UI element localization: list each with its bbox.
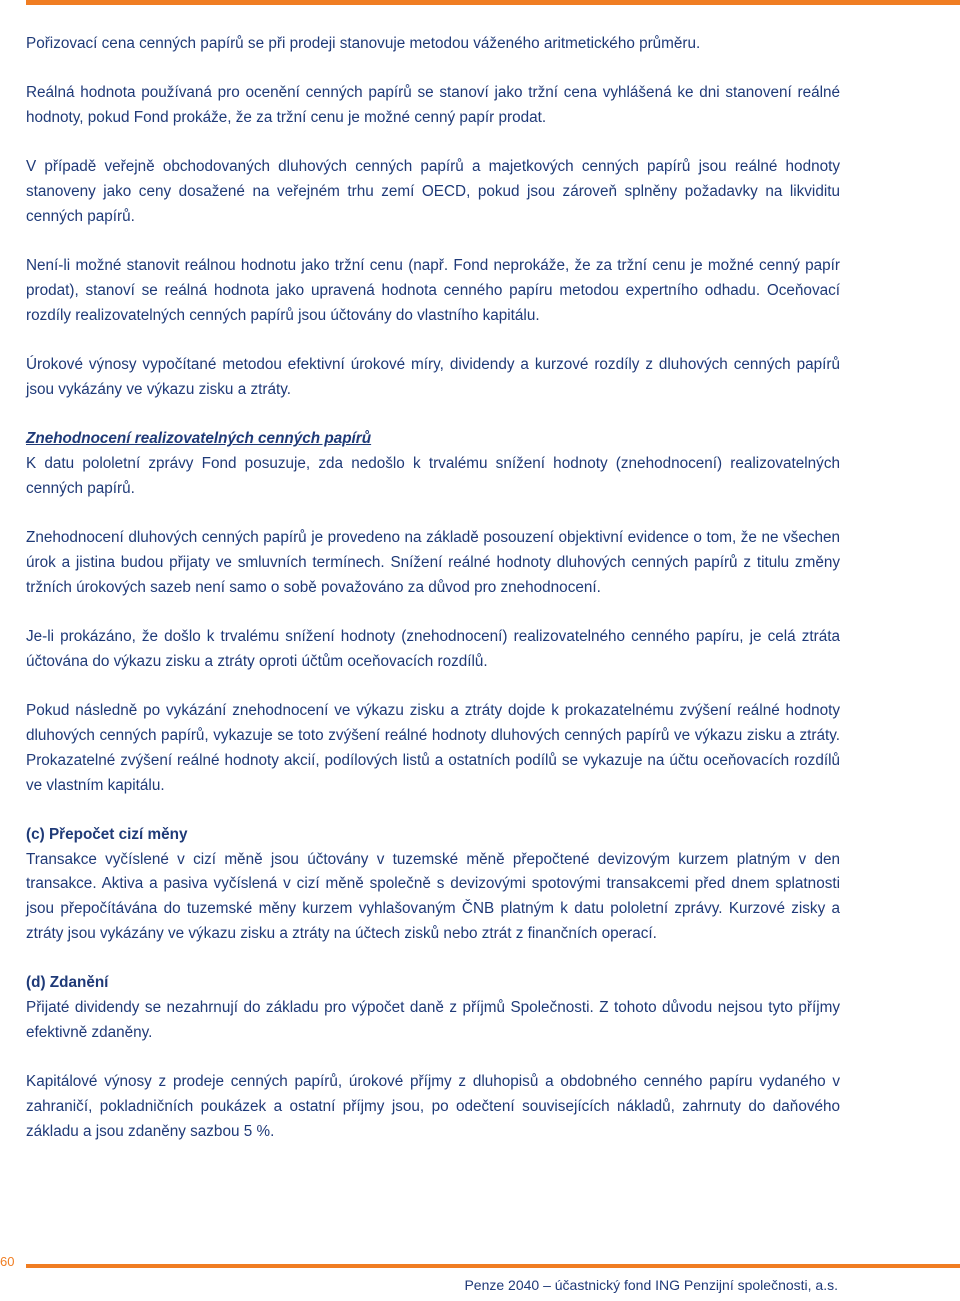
top-orange-rule [26,0,960,5]
section-heading-foreign-currency: (c) Přepočet cizí měny [26,825,188,843]
paragraph-impairment-loss: Je-li prokázáno, že došlo k trvalému snížení hodnoty (znehodnocení) realizovatelného cenného papíru, je celá ztráta účtována do výkazu zisku a ztráty oproti účtům oceňovacích rozdílů. [26,628,840,670]
paragraph-purchase-price: Pořizovací cena cenných papírů se při prodeji stanovuje metodou váženého aritmetického průměru. [26,35,701,52]
paragraph-expert-estimate: Není-li možné stanovit reálnou hodnotu jako tržní cenu (např. Fond neprokáže, že za tržní cenu je možné cenný papír prodat), stanoví se reálná hodnota jako upravená hodnota cenného papíru metodou expertního odhadu. Oceňovací rozdíly realizovatelných cenných papírů jsou účtovány do vlastního kapitálu. [26,257,840,324]
page-number: 60 [0,1254,15,1269]
paragraph-fair-value: Reálná hodnota používaná pro ocenění cenných papírů se stanoví jako tržní cena vyhlášená ke dni stanovení reálné hodnoty, pokud Fond prokáže, že za tržní cenu je možné cenný papír prodat. [26,84,840,127]
document-body [26,32,840,1169]
section-impairment: Znehodnocení realizovatelných cenných papírů K datu pololetní zprávy Fond posuzuje, zda nedošlo k trvalému snížení hodnoty (znehodnocení) realizovatelných cenných papírů. [26,427,840,501]
paragraph-capital-gains-tax: Kapitálové výnosy z prodeje cenných papírů, úrokové příjmy z dluhopisů a obdobného cenného papíru vydaného v zahraničí, pokladničních poukázek a ostatní příjmy jsou, po odečtení souvisejících nákladů, zahrnuty do daňového základu a jsou zdaněny sazbou 5 %. [26,1073,840,1140]
footer-title: Penze 2040 – účastnický fond ING Penzijní společnosti, a.s. [464,1277,838,1293]
paragraph-oecd-market: V případě veřejně obchodovaných dluhových cenných papírů a majetkových cenných papírů jsou reálné hodnoty stanoveny jako ceny dosažené na veřejném trhu zemí OECD, pokud jsou zároveň splněny požadavky na likviditu cenných papírů. [26,158,840,225]
paragraph-impairment-reversal: Pokud následně po vykázání znehodnocení ve výkazu zisku a ztráty dojde k prokazatelnému zvýšení reálné hodnoty dluhových cenných papírů, vykazuje se toto zvýšení reálné hodnoty dluhových cenných papírů ve výkazu zisku a ztráty. Prokazatelné zvýšení reálné hodnoty akcií, podílových listů a ostatních podílů se vykazuje na účtu oceňovacích rozdílů ve vlastním kapitálu. [26,702,840,794]
section-taxation: (d) Zdanění Přijaté dividendy se nezahrnují do základu pro výpočet daně z příjmů Společnosti. Z tohoto důvodu nejsou tyto příjmy efektivně zdaněny. [26,971,840,1045]
paragraph-interest-income: Úrokové výnosy vypočítané metodou efektivní úrokové míry, dividendy a kurzové rozdíly z dluhových cenných papírů jsou vykázány ve výkazu zisku a ztráty. [26,356,840,398]
section-heading-impairment: Znehodnocení realizovatelných cenných papírů [26,430,372,448]
paragraph-impairment-debt: Znehodnocení dluhových cenných papírů je provedeno na základě posouzení objektivní evidence o tom, že ne všechen úrok a jistina budou přijaty ve smluvních termínech. Snížení reálné hodnoty dluhových cenných papírů z titulu změny tržních úrokových sazeb není samo o sobě považováno za důvod pro znehodnocení. [26,529,840,596]
footer-orange-rule [26,1264,960,1268]
section-heading-taxation: (d) Zdanění [26,974,109,992]
section-foreign-currency: (c) Přepočet cizí měny Transakce vyčíslené v cizí měně jsou účtovány v tuzemské měně přepočtené devizovým kurzem platným v den transakce. Aktiva a pasiva vyčíslená v cizí měně společně s devizovými spotovými transakcemi před dnem splatnosti jsou přepočítávána do tuzemské měny kurzem vyhlašovaným ČNB platným k datu pololetní zprávy. Kurzové zisky a ztráty jsou vykázány ve výkazu zisku a ztráty na účtech zisků nebo ztrát z finančních operací. [26,823,840,947]
